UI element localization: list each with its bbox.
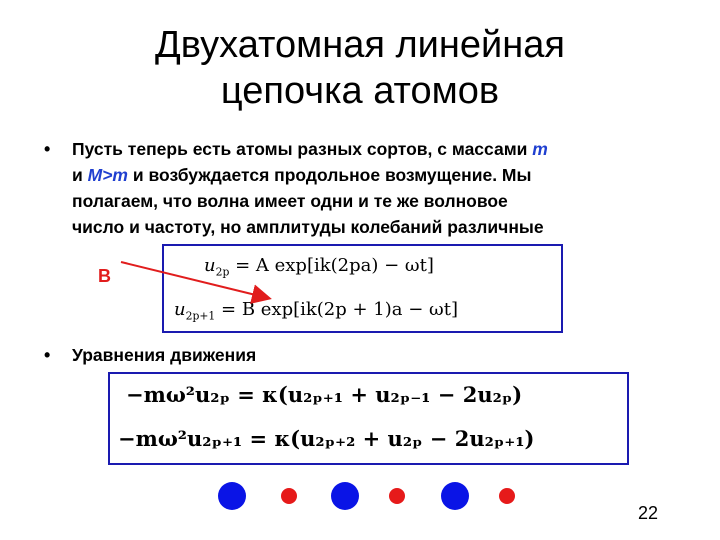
- atom-small: [389, 488, 405, 504]
- b-label: B: [98, 266, 111, 286]
- atom-big: [218, 482, 246, 510]
- atom-small: [281, 488, 297, 504]
- para1-line2: и M>m и возбуждается продольное возмущение. Мы: [72, 165, 532, 185]
- eq-u2p: $u_{2p} = A$ exp[ik(2pa) − ωt]: [204, 255, 434, 279]
- para1-line3: полагаем, что волна имеет одни и те же волновое: [72, 191, 508, 211]
- atom-big: [441, 482, 469, 510]
- paragraph-2: Уравнения движения: [72, 345, 257, 365]
- eq-motion-2: −mω²u₂ₚ₊₁ = κ(u₂ₚ₊₂ + u₂ₚ − 2u₂ₚ₊₁): [118, 426, 535, 451]
- bullet-1: •: [44, 139, 51, 159]
- para1-line1: Пусть теперь есть атомы разных сортов, с массами m: [72, 139, 548, 159]
- eq-u2p-plus-1: $u_{2p+1} = B$ exp[ik(2p + 1)a − ωt]: [174, 299, 458, 323]
- page-number: 22: [638, 503, 659, 523]
- eq-motion-1: −mω²u₂ₚ = κ(u₂ₚ₊₁ + u₂ₚ₋₁ − 2u₂ₚ): [126, 382, 523, 407]
- atom-small: [499, 488, 515, 504]
- mass-M-gt-m: M>m: [87, 165, 128, 185]
- atom-big: [331, 482, 359, 510]
- mass-m: m: [532, 139, 548, 159]
- bullet-2: •: [44, 345, 51, 365]
- title-line-1: Двухатомная линейная: [155, 24, 565, 66]
- title-line-2: цепочка атомов: [220, 70, 500, 112]
- para1-line4: число и частоту, но амплитуды колебаний различные: [72, 217, 544, 237]
